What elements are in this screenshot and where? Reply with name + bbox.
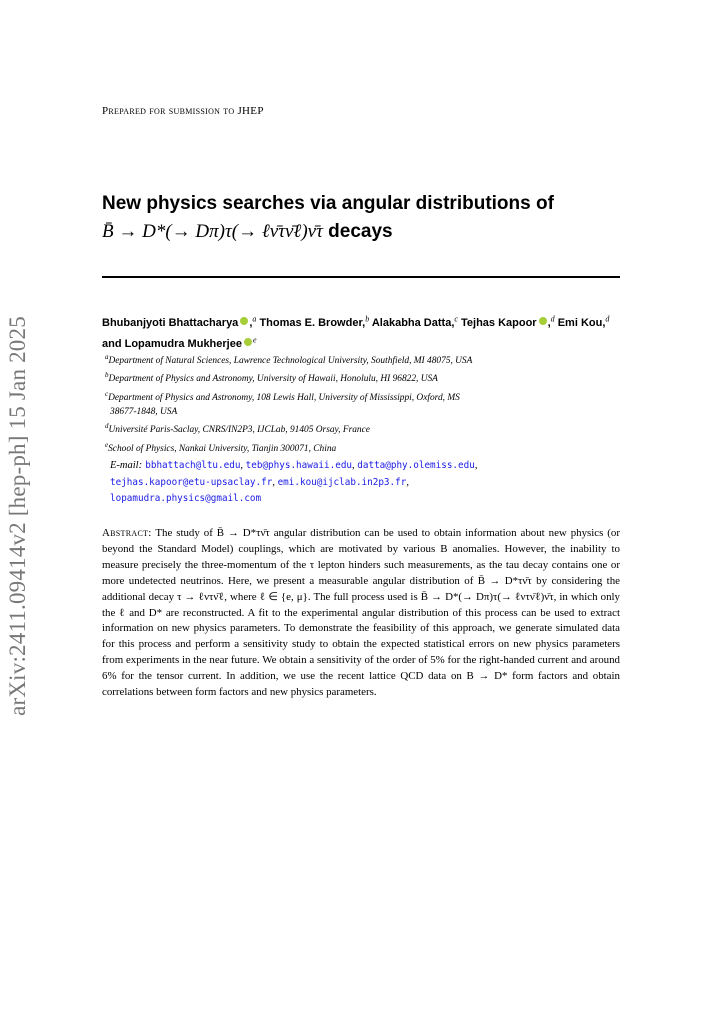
affiliation-a: $^a$Department of Natural Sciences, Lawrence Technological University, Southfield, MI 48075, USA [105, 353, 473, 367]
affiliation-c-continued: 38677-1848, USA [110, 406, 178, 417]
author-6: and Lopamudra Mukherjee $^e$ [102, 335, 257, 351]
title-line-2-text: decays [322, 221, 393, 242]
author-3: Alakabha Datta,$^c$ [371, 314, 458, 329]
email-link[interactable]: tejhas.kapoor@etu-upsaclay.fr [110, 476, 273, 488]
arxiv-sidebar-stamp: arXiv:2411.09414v2 [hep-ph] 15 Jan 2025 [5, 316, 30, 716]
affiliation-list [105, 350, 620, 456]
title-math: B̄ → D*(→ Dπ)τ(→ ℓν̄τν̄ℓ)ν̄τ [102, 221, 323, 242]
email-link[interactable]: bbhattach@ltu.edu [145, 460, 241, 471]
author-2: Thomas E. Browder,$^b$ [259, 314, 370, 329]
affiliation-d: $^d$Université Paris-Saclay, CNRS/IN2P3, IJCLab, 91405 Orsay, France [105, 422, 370, 436]
email-link[interactable]: teb@phys.hawaii.edu [245, 460, 353, 471]
title-line-2 [102, 218, 642, 246]
title-line-1: New physics searches via angular distributions of [102, 193, 554, 214]
email-link[interactable]: lopamudra.physics@gmail.com [110, 493, 262, 504]
affiliation-e: $^e$School of Physics, Nankai University, Tianjin 300071, China [105, 440, 337, 454]
abstract-heading: Abstract: [102, 527, 152, 539]
submission-note: Prepared for submission to JHEP [102, 105, 264, 117]
email-link[interactable]: datta@phy.olemiss.edu [357, 460, 475, 471]
author-list [102, 310, 622, 353]
author-5: Emi Kou,$^d$ [557, 314, 610, 329]
email-block: E-mail: bbhattach@ltu.edu, teb@phys.hawaii.edu, datta@phy.olemiss.edu, tejhas.kapoor@etu-upsaclay.fr, emi.kou@ijclab.in2p3.fr, lopamudra.physics@gmail.com [110, 460, 478, 504]
affiliation-b: $^b$Department of Physics and Astronomy, University of Hawaii, Honolulu, HI 96822, USA [105, 371, 438, 385]
abstract [102, 526, 620, 701]
title-divider [102, 276, 620, 278]
paper-title [102, 190, 642, 246]
email-link[interactable]: emi.kou@ijclab.in2p3.fr [277, 476, 407, 488]
affiliation-c: $^c$Department of Physics and Astronomy, 108 Lewis Hall, University of Mississippi, Oxford, MS [105, 389, 460, 403]
author-4: Tejhas Kapoor ,$^d$ [461, 314, 555, 329]
orcid-icon[interactable] [539, 317, 547, 325]
orcid-icon[interactable] [240, 317, 248, 325]
email-label: E-mail: [110, 460, 143, 471]
orcid-icon[interactable] [244, 338, 252, 346]
author-1: Bhubanjyoti Bhattacharya ,$^a$ [102, 314, 257, 329]
abstract-text: The study of B̄ → D*τν̄τ angular distribution can be used to obtain information about new physics (or beyond the Standard Model) couplings, which are motivated by various B anomalies. However, the inability to measure precisely the three-momentum of the τ lepton hinders such measurements, as the tau decay contains one or more undetected neutrinos. Here, we present a measurable angular distribution of B̄ → D*τν̄τ by considering the additional decay τ → ℓντν̄ℓ, where ℓ ∈ {e, μ}. The full process used is B̄ → D*(→ Dπ)τ(→ ℓντν̄ℓ)ν̄τ, in which only the ℓ and D* are reconstructed. A fit to the experimental angular distribution of this process can be used to extract information on new physics parameters. To demonstrate the feasibility of this approach, we generate simulated data for this process and perform a sensitivity study to obtain the expected statistical errors on new physics parameters from experiments in the near future. We obtain a sensitivity of the order of 5% for the right-handed current and around 6% for the tensor current. In addition, we use the recent lattice QCD data on B → D* form factors and obtain correlations between form factors and new physics parameters. [102, 527, 620, 699]
